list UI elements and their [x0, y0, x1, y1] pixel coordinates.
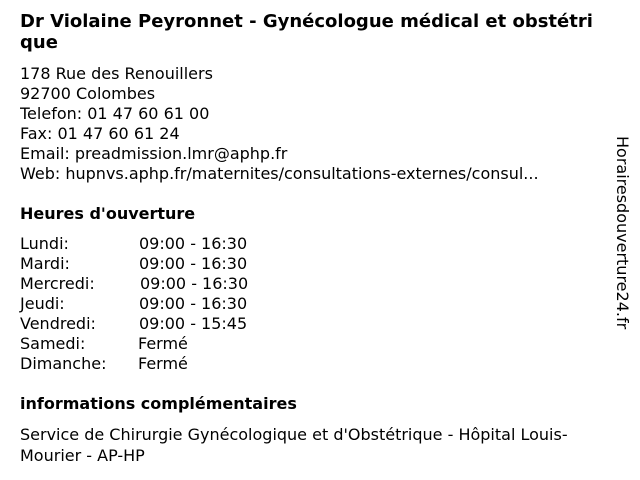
hours-day: Jeudi: — [20, 294, 65, 313]
page-title: Dr Violaine Peyronnet - Gynécologue médical et obstétrique — [20, 11, 593, 53]
website-link[interactable]: Web: hupnvs.aphp.fr/maternites/consultations-externes/consul... — [20, 164, 539, 183]
hours-time: 09:00 - 16:30 — [140, 274, 249, 293]
hours-time: 09:00 - 16:30 — [139, 254, 248, 273]
fax-number: Fax: 01 47 60 61 24 — [20, 124, 180, 143]
hours-day: Mardi: — [20, 254, 70, 273]
hours-time: Fermé — [138, 334, 188, 353]
hours-time: 09:00 - 16:30 — [139, 234, 248, 253]
hours-day: Lundi: — [20, 234, 69, 253]
hours-time: 09:00 - 15:45 — [139, 314, 248, 333]
additional-info-heading: informations complémentaires — [20, 394, 297, 413]
address-city: 92700 Colombes — [20, 84, 156, 103]
email-link[interactable]: Email: preadmission.lmr@aphp.fr — [20, 144, 288, 163]
hours-day: Mercredi: — [20, 274, 95, 293]
site-brand-watermark[interactable]: Horairesdouverture24.fr — [613, 136, 632, 330]
opening-hours-heading: Heures d'ouverture — [20, 204, 196, 223]
phone-number: Telefon: 01 47 60 61 00 — [20, 104, 210, 123]
hours-day: Samedi: — [20, 334, 86, 353]
hours-day: Dimanche: — [20, 354, 107, 373]
hours-day: Vendredi: — [20, 314, 96, 333]
hours-time: 09:00 - 16:30 — [139, 294, 248, 313]
hours-time: Fermé — [138, 354, 188, 373]
address-street: 178 Rue des Renouillers — [20, 64, 213, 83]
additional-info-text: Service de Chirurgie Gynécologique et d'Obstétrique - Hôpital Louis-Mourier - AP-HP — [20, 425, 568, 465]
